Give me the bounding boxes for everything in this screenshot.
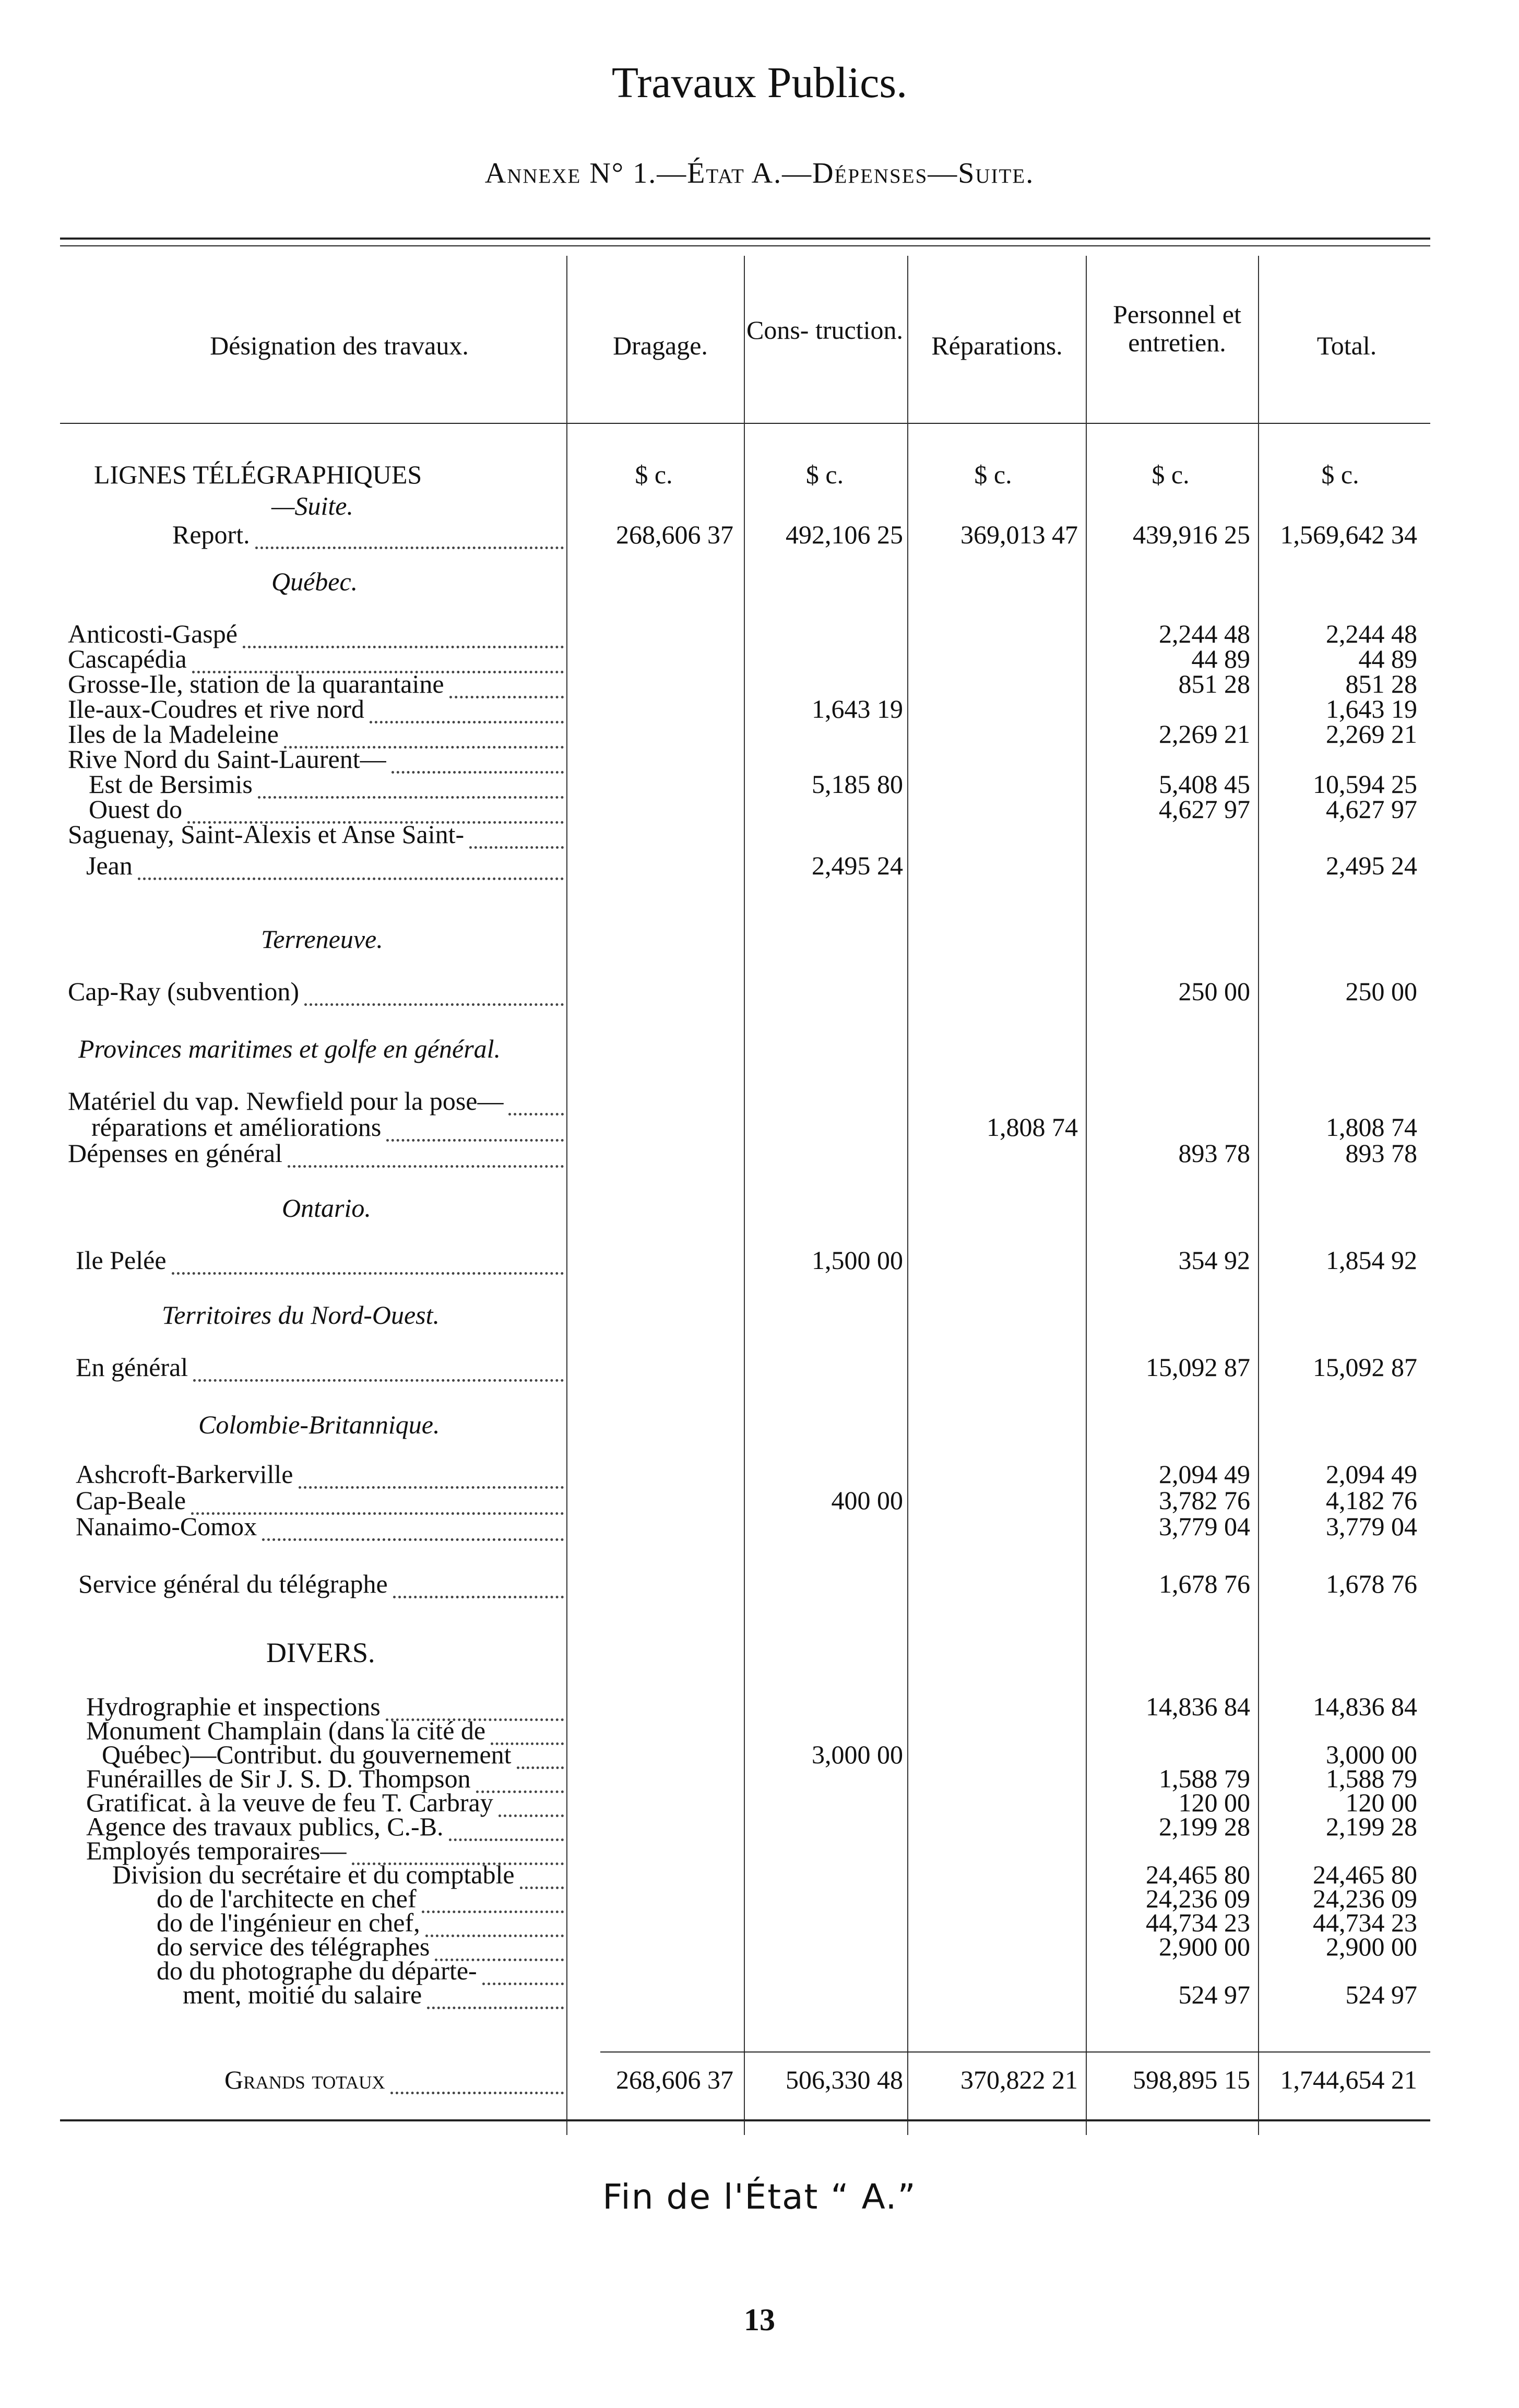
cell-personnel: 3,779 04 — [1159, 1512, 1250, 1541]
cell-construction: 492,106 25 — [786, 520, 903, 549]
cell-total: 10,594 25 — [1313, 769, 1417, 799]
cell-total: 1,854 92 — [1326, 1245, 1417, 1275]
currency-unit-total: $ c. — [1321, 460, 1359, 489]
cell-personnel: 24,236 09 — [1146, 1884, 1250, 1913]
row-label: do de l'ingénieur en chef, — [157, 1908, 420, 1937]
row-label: Cap-Ray (subvention) — [68, 977, 299, 1006]
row-label: Matériel du vap. Newfield pour la pose— — [68, 1086, 504, 1116]
cell-total: 1,569,642 34 — [1280, 520, 1417, 549]
table-row — [0, 1569, 1519, 1603]
cell-total: 1,744,654 21 — [1280, 2065, 1417, 2094]
row-label: Cap-Beale — [76, 1486, 186, 1515]
leader-dots — [390, 2091, 564, 2094]
row-label: Dépenses en général — [68, 1138, 282, 1168]
leader-dots — [193, 1378, 564, 1382]
cell-total: 2,244 48 — [1326, 619, 1417, 648]
section-lignes-suite: —Suite. — [271, 491, 353, 520]
leader-dots — [393, 1595, 564, 1598]
cell-personnel: 15,092 87 — [1146, 1353, 1250, 1382]
header-reparations: Réparations. — [931, 331, 1063, 360]
row-label: Est de Bersimis — [89, 769, 253, 799]
cell-personnel: 24,465 80 — [1146, 1860, 1250, 1889]
table-row — [0, 1352, 1519, 1386]
cell-total: 3,779 04 — [1326, 1512, 1417, 1541]
cell-personnel: 44 89 — [1191, 644, 1250, 673]
row-label: Ouest do — [89, 794, 183, 824]
cell-dragage: 268,606 37 — [616, 520, 733, 549]
cell-personnel: 120 00 — [1178, 1788, 1250, 1817]
cell-personnel: 14,836 84 — [1146, 1692, 1250, 1721]
cell-total: 4,627 97 — [1326, 794, 1417, 824]
cell-construction: 3,000 00 — [812, 1740, 903, 1769]
cell-total: 1,678 76 — [1326, 1569, 1417, 1598]
leader-dots — [427, 2006, 564, 2009]
cell-total: 2,269 21 — [1326, 719, 1417, 749]
cell-total: 1,808 74 — [1326, 1112, 1417, 1142]
cell-personnel: 851 28 — [1178, 669, 1250, 698]
row-label: Division du secrétaire et du comptable — [112, 1860, 515, 1889]
cell-personnel: 44,734 23 — [1146, 1908, 1250, 1937]
table-row — [0, 976, 1519, 1011]
section-nord-ouest: Territoires du Nord-Ouest. — [162, 1300, 440, 1330]
cell-reparations: 369,013 47 — [960, 520, 1078, 549]
cell-personnel: 2,269 21 — [1159, 719, 1250, 749]
header-personnel: Personnel et entretien. — [1113, 300, 1241, 357]
report-row — [0, 519, 1519, 554]
cell-total: 2,199 28 — [1326, 1812, 1417, 1841]
cell-construction: 1,500 00 — [812, 1245, 903, 1275]
cell-reparations: 1,808 74 — [987, 1112, 1078, 1142]
row-label: Hydrographie et inspections — [86, 1692, 381, 1721]
cell-personnel: 893 78 — [1178, 1138, 1250, 1168]
table-row — [0, 1138, 1519, 1172]
row-label: Jean — [86, 851, 133, 880]
row-label: Iles de la Madeleine — [68, 719, 279, 749]
table-row — [0, 1979, 1519, 2014]
table-row — [0, 819, 1519, 853]
cell-total: 3,000 00 — [1326, 1740, 1417, 1769]
section-terreneuve: Terreneuve. — [261, 924, 383, 954]
section-divers: DIVERS. — [266, 1637, 375, 1668]
header-designation: Désignation des travaux. — [210, 331, 469, 360]
table-row — [0, 1245, 1519, 1279]
cell-construction: 400 00 — [831, 1486, 903, 1515]
section-ontario: Ontario. — [282, 1193, 371, 1223]
row-label: Employés temporaires— — [86, 1836, 347, 1865]
cell-total: 1,588 79 — [1326, 1764, 1417, 1793]
cell-total: 14,836 84 — [1313, 1692, 1417, 1721]
cell-total: 2,495 24 — [1326, 851, 1417, 880]
grand-totals-row — [0, 2065, 1519, 2099]
table-row — [0, 1511, 1519, 1546]
row-label: do de l'architecte en chef — [157, 1884, 417, 1913]
cell-construction: 1,643 19 — [812, 694, 903, 723]
cell-personnel: 1,678 76 — [1159, 1569, 1250, 1598]
cell-total: 24,465 80 — [1313, 1860, 1417, 1889]
cell-personnel: 2,900 00 — [1159, 1932, 1250, 1961]
leader-dots — [172, 1271, 564, 1275]
section-quebec: Québec. — [271, 567, 358, 596]
leader-dots — [304, 1002, 564, 1006]
footer-note: Fin de l'État “ A.” — [602, 2177, 917, 2217]
row-label: Grosse-Ile, station de la quarantaine — [68, 669, 444, 698]
section-provinces-maritimes: Provinces maritimes et golfe en général. — [78, 1034, 501, 1063]
row-label: Agence des travaux publics, C.-B. — [86, 1812, 444, 1841]
cell-total: 524 97 — [1345, 1980, 1417, 2009]
top-rule-2 — [60, 245, 1430, 246]
header-rule — [60, 423, 1430, 424]
row-label: Ile Pelée — [76, 1245, 167, 1275]
cell-total: 2,900 00 — [1326, 1932, 1417, 1961]
leader-dots — [255, 545, 564, 549]
row-label: Report. — [172, 520, 250, 549]
row-label: Cascapédia — [68, 644, 187, 673]
cell-personnel: 2,244 48 — [1159, 619, 1250, 648]
cell-personnel: 1,588 79 — [1159, 1764, 1250, 1793]
cell-personnel: 3,782 76 — [1159, 1486, 1250, 1515]
currency-unit-construction: $ c. — [805, 460, 844, 489]
cell-total: 44 89 — [1358, 644, 1417, 673]
cell-total: 851 28 — [1345, 669, 1417, 698]
row-label: Saguenay, Saint-Alexis et Anse Saint- — [68, 820, 465, 849]
cell-personnel: 439,916 25 — [1133, 520, 1250, 549]
row-label: Rive Nord du Saint-Laurent— — [68, 744, 386, 774]
section-lignes-telegraphiques: LIGNES TÉLÉGRAPHIQUES — [94, 460, 422, 489]
currency-unit-personnel: $ c. — [1152, 460, 1190, 489]
cell-personnel: 354 92 — [1178, 1245, 1250, 1275]
row-label: En général — [76, 1353, 188, 1382]
cell-total: 250 00 — [1345, 977, 1417, 1006]
row-label: Québec)—Contribut. du gouvernement — [102, 1740, 512, 1769]
cell-personnel: 598,895 15 — [1133, 2065, 1250, 2094]
cell-personnel: 524 97 — [1178, 1980, 1250, 2009]
cell-total: 2,094 49 — [1326, 1460, 1417, 1489]
cell-personnel: 4,627 97 — [1159, 794, 1250, 824]
leader-dots — [262, 1537, 564, 1541]
cell-total: 24,236 09 — [1313, 1884, 1417, 1913]
row-label: Anticosti-Gaspé — [68, 619, 238, 648]
row-label: Funérailles de Sir J. S. D. Thompson — [86, 1764, 471, 1793]
cell-total: 893 78 — [1345, 1138, 1417, 1168]
page-title: Travaux Publics. — [611, 58, 908, 107]
row-label: do du photographe du départe- — [157, 1956, 477, 1985]
cell-construction: 5,185 80 — [812, 769, 903, 799]
row-label: Nanaimo-Comox — [76, 1512, 257, 1541]
row-label: Gratificat. à la veuve de feu T. Carbray — [86, 1788, 493, 1817]
cell-personnel: 250 00 — [1178, 977, 1250, 1006]
cell-total: 1,643 19 — [1326, 694, 1417, 723]
row-label: Monument Champlain (dans la cité de — [86, 1716, 486, 1745]
cell-personnel: 2,094 49 — [1159, 1460, 1250, 1489]
cell-total: 15,092 87 — [1313, 1353, 1417, 1382]
cell-reparations: 370,822 21 — [960, 2065, 1078, 2094]
bottom-rule — [60, 2119, 1430, 2121]
annex-subtitle: Annexe N° 1.—État A.—Dépenses—Suite. — [484, 157, 1035, 189]
totals-rule — [600, 2051, 1430, 2053]
top-rule — [60, 238, 1430, 240]
currency-unit-dragage: $ c. — [635, 460, 673, 489]
currency-unit-reparations: $ c. — [974, 460, 1012, 489]
page-number: 13 — [744, 2303, 775, 2337]
cell-dragage: 268,606 37 — [616, 2065, 733, 2094]
cell-construction: 2,495 24 — [812, 851, 903, 880]
header-construction: Cons- truction. — [746, 315, 903, 345]
leader-dots — [288, 1164, 564, 1168]
row-label: Service général du télégraphe — [78, 1569, 388, 1598]
header-dragage: Dragage. — [613, 331, 708, 360]
cell-total: 4,182 76 — [1326, 1486, 1417, 1515]
cell-personnel: 5,408 45 — [1159, 769, 1250, 799]
row-label: Ile-aux-Coudres et rive nord — [68, 694, 364, 723]
table-row — [0, 850, 1519, 885]
leader-dots — [138, 876, 564, 880]
cell-total: 44,734 23 — [1313, 1908, 1417, 1937]
cell-personnel: 2,199 28 — [1159, 1812, 1250, 1841]
header-total: Total. — [1316, 331, 1377, 360]
section-colombie-britannique: Colombie-Britannique. — [198, 1410, 440, 1439]
row-label: Ashcroft-Barkerville — [76, 1460, 293, 1489]
row-label: réparations et améliorations — [91, 1112, 382, 1142]
cell-construction: 506,330 48 — [786, 2065, 903, 2094]
row-label: do service des télégraphes — [157, 1932, 430, 1961]
row-label: Grands totaux — [224, 2065, 385, 2094]
leader-dots — [469, 845, 564, 849]
row-label: ment, moitié du salaire — [183, 1980, 422, 2009]
cell-total: 120 00 — [1345, 1788, 1417, 1817]
